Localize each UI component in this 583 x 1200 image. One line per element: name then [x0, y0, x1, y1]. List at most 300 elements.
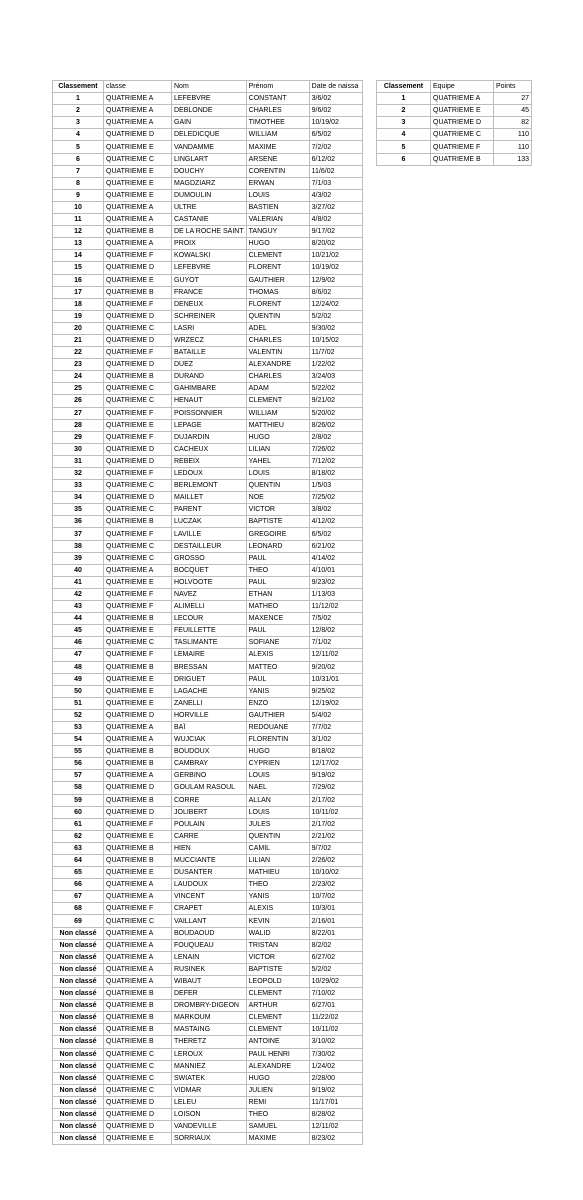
table-cell: PAUL HENRI	[246, 1048, 309, 1060]
table-row	[53, 334, 363, 346]
table-cell: 10/19/02	[309, 117, 362, 129]
table-cell: QUATRIEME B	[104, 286, 172, 298]
table-cell: QUATRIEME D	[104, 709, 172, 721]
table-row	[53, 806, 363, 818]
table-cell: CAMIL	[246, 842, 309, 854]
table-cell: 13	[53, 238, 104, 250]
table-cell: CAMBRAY	[172, 758, 247, 770]
table-cell: 5/20/02	[309, 407, 362, 419]
table-cell: QUATRIEME D	[104, 1096, 172, 1108]
table-cell: 29	[53, 431, 104, 443]
table-row	[53, 927, 363, 939]
table-cell: 9/6/02	[309, 105, 362, 117]
table-cell: CACHEUX	[172, 443, 247, 455]
table-cell: HUGO	[246, 746, 309, 758]
table-cell: ETHAN	[246, 588, 309, 600]
table-cell: LECOUR	[172, 613, 247, 625]
table-cell: 8	[53, 177, 104, 189]
table-cell: 12/17/02	[309, 758, 362, 770]
table-cell: PAUL	[246, 625, 309, 637]
team-ranking-table	[376, 80, 532, 166]
table-cell: 4/14/02	[309, 552, 362, 564]
table-cell: QUATRIEME C	[104, 322, 172, 334]
table-cell: MARKOUM	[172, 1012, 247, 1024]
table-row	[53, 951, 363, 963]
table-cell: LEONARD	[246, 540, 309, 552]
table-row	[53, 891, 363, 903]
table-cell: LAUDOUX	[172, 879, 247, 891]
table-cell: QUATRIEME E	[104, 673, 172, 685]
table-cell: QUATRIEME B	[104, 1012, 172, 1024]
table-cell: HUGO	[246, 238, 309, 250]
table-cell: LELEU	[172, 1096, 247, 1108]
table-row	[53, 770, 363, 782]
table-cell: 2	[53, 105, 104, 117]
table-cell: 60	[53, 806, 104, 818]
table-cell: KOWALSKI	[172, 250, 247, 262]
table-cell: HUGO	[246, 431, 309, 443]
table-row	[53, 516, 363, 528]
table-cell: THEO	[246, 564, 309, 576]
table-cell: VICTOR	[246, 504, 309, 516]
table-cell: 4/3/02	[309, 189, 362, 201]
table-cell: 3/8/02	[309, 504, 362, 516]
table-cell: 6/5/02	[309, 528, 362, 540]
table-cell: HUGO	[246, 1072, 309, 1084]
table-cell: 11/6/02	[309, 165, 362, 177]
table-row	[53, 661, 363, 673]
table-cell: 12	[53, 226, 104, 238]
table-cell: 7/12/02	[309, 455, 362, 467]
table-cell: TANGUY	[246, 226, 309, 238]
table-cell: 8/26/02	[309, 419, 362, 431]
table-cell: VALENTIN	[246, 347, 309, 359]
table-cell: 10/31/01	[309, 673, 362, 685]
table-row	[377, 117, 532, 129]
table-cell: QUATRIEME F	[104, 407, 172, 419]
table-cell: RUSINEK	[172, 963, 247, 975]
table-cell: ALEXIS	[246, 903, 309, 915]
table-cell: QUATRIEME C	[104, 1048, 172, 1060]
table-cell: MAXIME	[246, 141, 309, 153]
table-cell: 50	[53, 685, 104, 697]
table-cell: WIBAUT	[172, 975, 247, 987]
table-cell: 6/5/02	[309, 129, 362, 141]
table-cell: 4	[377, 129, 431, 141]
table-cell: QUATRIEME A	[104, 927, 172, 939]
table-cell: QUATRIEME E	[104, 274, 172, 286]
table-row	[53, 601, 363, 613]
table-cell: GUYOT	[172, 274, 247, 286]
table-cell: 12/8/02	[309, 625, 362, 637]
table-row	[53, 1133, 363, 1145]
table-row	[53, 721, 363, 733]
table-cell: Non classé	[53, 1036, 104, 1048]
table-cell: CRAPET	[172, 903, 247, 915]
table-row	[53, 141, 363, 153]
table-cell: GAUTHIER	[246, 274, 309, 286]
table-cell: PAUL	[246, 673, 309, 685]
table-row	[53, 818, 363, 830]
table-cell: 2/28/00	[309, 1072, 362, 1084]
table-row	[53, 613, 363, 625]
column-header: Nom	[172, 81, 247, 93]
table-cell: 10/19/02	[309, 262, 362, 274]
table-cell: 8/22/01	[309, 927, 362, 939]
column-header: Date de naissa	[309, 81, 362, 93]
table-cell: ARTHUR	[246, 1000, 309, 1012]
table-cell: LAVILLE	[172, 528, 247, 540]
table-cell: VICTOR	[246, 951, 309, 963]
table-cell: 53	[53, 721, 104, 733]
table-row	[53, 1000, 363, 1012]
table-cell: QUATRIEME A	[104, 238, 172, 250]
table-row	[53, 407, 363, 419]
table-cell: QUATRIEME F	[431, 141, 494, 153]
table-cell: LILIAN	[246, 855, 309, 867]
table-cell: KEVIN	[246, 915, 309, 927]
table-cell: 1	[53, 93, 104, 105]
table-cell: 110	[494, 141, 532, 153]
table-cell: QUATRIEME B	[104, 1024, 172, 1036]
table-cell: BATAILLE	[172, 347, 247, 359]
table-row	[53, 975, 363, 987]
table-cell: ENZO	[246, 697, 309, 709]
table-cell: 59	[53, 794, 104, 806]
table-cell: 8/20/02	[309, 238, 362, 250]
table-cell: ALEXANDRE	[246, 1060, 309, 1072]
table-cell: QUATRIEME C	[104, 504, 172, 516]
table-cell: QUATRIEME E	[104, 1133, 172, 1145]
table-cell: QUATRIEME A	[104, 105, 172, 117]
table-cell: 37	[53, 528, 104, 540]
table-cell: 7/29/02	[309, 782, 362, 794]
table-row	[377, 141, 532, 153]
table-cell: QUATRIEME B	[431, 153, 494, 165]
table-cell: SWIATEK	[172, 1072, 247, 1084]
table-row	[53, 455, 363, 467]
table-row	[53, 540, 363, 552]
table-cell: CLEMENT	[246, 1024, 309, 1036]
table-row	[53, 963, 363, 975]
table-cell: QUATRIEME E	[104, 685, 172, 697]
table-cell: MANNIEZ	[172, 1060, 247, 1072]
table-row	[53, 286, 363, 298]
table-cell: 9/30/02	[309, 322, 362, 334]
table-cell: QUATRIEME B	[104, 758, 172, 770]
table-cell: HOLVOOTE	[172, 576, 247, 588]
table-row	[53, 782, 363, 794]
table-cell: CORRE	[172, 794, 247, 806]
table-cell: SORRIAUX	[172, 1133, 247, 1145]
table-cell: LEFEBVRE	[172, 262, 247, 274]
table-cell: 10/21/02	[309, 250, 362, 262]
table-cell: 9/19/02	[309, 1084, 362, 1096]
table-cell: VANDAMME	[172, 141, 247, 153]
table-cell: 56	[53, 758, 104, 770]
table-cell: 30	[53, 443, 104, 455]
table-cell: 10/10/02	[309, 867, 362, 879]
table-cell: QUATRIEME B	[104, 613, 172, 625]
table-cell: FLORENT	[246, 262, 309, 274]
table-cell: 5	[377, 141, 431, 153]
table-cell: Non classé	[53, 963, 104, 975]
table-row	[53, 794, 363, 806]
table-cell: 47	[53, 649, 104, 661]
table-cell: 12/9/02	[309, 274, 362, 286]
table-cell: BAÏ	[172, 721, 247, 733]
table-cell: 17	[53, 286, 104, 298]
table-cell: 7/26/02	[309, 443, 362, 455]
table-cell: 1	[377, 93, 431, 105]
table-row	[53, 867, 363, 879]
table-cell: PROIX	[172, 238, 247, 250]
table-cell: NOE	[246, 492, 309, 504]
table-cell: DESTAILLEUR	[172, 540, 247, 552]
table-cell: 21	[53, 334, 104, 346]
table-cell: BRESSAN	[172, 661, 247, 673]
table-cell: LASRI	[172, 322, 247, 334]
table-row	[53, 93, 363, 105]
table-cell: 7/30/02	[309, 1048, 362, 1060]
table-cell: 8/18/02	[309, 468, 362, 480]
table-cell: QUATRIEME D	[104, 262, 172, 274]
table-cell: 8/28/02	[309, 1108, 362, 1120]
table-cell: QUATRIEME F	[104, 588, 172, 600]
table-cell: 34	[53, 492, 104, 504]
table-row	[53, 649, 363, 661]
table-cell: Non classé	[53, 1096, 104, 1108]
table-cell: QUATRIEME E	[431, 105, 494, 117]
table-cell: DURAND	[172, 371, 247, 383]
table-cell: Non classé	[53, 1060, 104, 1072]
table-cell: BAPTISTE	[246, 963, 309, 975]
table-cell: 61	[53, 818, 104, 830]
table-cell: QUENTIN	[246, 830, 309, 842]
table-cell: 6/12/02	[309, 153, 362, 165]
table-cell: CHARLES	[246, 371, 309, 383]
table-row	[53, 939, 363, 951]
table-cell: QUATRIEME D	[104, 310, 172, 322]
table-cell: Non classé	[53, 1000, 104, 1012]
table-cell: MATTHIEU	[246, 419, 309, 431]
table-cell: 1/5/03	[309, 480, 362, 492]
table-cell: GROSSO	[172, 552, 247, 564]
table-cell: 66	[53, 879, 104, 891]
table-cell: 2	[377, 105, 431, 117]
table-cell: MAILLET	[172, 492, 247, 504]
table-row	[53, 383, 363, 395]
table-cell: 9/20/02	[309, 661, 362, 673]
table-cell: QUATRIEME E	[104, 830, 172, 842]
table-cell: DELEDICQUE	[172, 129, 247, 141]
table-cell: GREGOIRE	[246, 528, 309, 540]
table-cell: ALIMELLI	[172, 601, 247, 613]
table-cell: QUATRIEME B	[104, 855, 172, 867]
table-cell: MUCCIANTE	[172, 855, 247, 867]
table-cell: QUATRIEME E	[104, 177, 172, 189]
table-cell: DEFER	[172, 988, 247, 1000]
table-row	[53, 1084, 363, 1096]
table-cell: 12/19/02	[309, 697, 362, 709]
table-cell: 2/17/02	[309, 818, 362, 830]
table-cell: HIEN	[172, 842, 247, 854]
table-cell: 3	[377, 117, 431, 129]
table-cell: 57	[53, 770, 104, 782]
table-cell: LEROUX	[172, 1048, 247, 1060]
table-cell: Non classé	[53, 939, 104, 951]
table-cell: 24	[53, 371, 104, 383]
table-cell: 33	[53, 480, 104, 492]
table-cell: QUATRIEME A	[104, 734, 172, 746]
table-cell: QUATRIEME A	[431, 93, 494, 105]
table-cell: QUATRIEME B	[104, 226, 172, 238]
table-cell: 2/21/02	[309, 830, 362, 842]
table-cell: 3	[53, 117, 104, 129]
table-cell: QUATRIEME C	[104, 540, 172, 552]
table-cell: 65	[53, 867, 104, 879]
table-cell: 10/7/02	[309, 891, 362, 903]
table-cell: QUATRIEME B	[104, 1000, 172, 1012]
table-cell: 48	[53, 661, 104, 673]
table-cell: BOCQUET	[172, 564, 247, 576]
table-cell: 26	[53, 395, 104, 407]
table-cell: GAHIMBARE	[172, 383, 247, 395]
table-cell: VAILLANT	[172, 915, 247, 927]
table-row	[53, 153, 363, 165]
column-header: Prénom	[246, 81, 309, 93]
table-cell: 2/16/01	[309, 915, 362, 927]
table-cell: LAGACHE	[172, 685, 247, 697]
table-cell: QUATRIEME F	[104, 250, 172, 262]
table-cell: ZANELLI	[172, 697, 247, 709]
table-cell: QUATRIEME F	[104, 601, 172, 613]
table-cell: JULIEN	[246, 1084, 309, 1096]
table-cell: MASTAING	[172, 1024, 247, 1036]
column-header: Classement	[377, 81, 431, 93]
table-cell: CONSTANT	[246, 93, 309, 105]
table-cell: 28	[53, 419, 104, 431]
table-cell: GOULAM RASOUL	[172, 782, 247, 794]
table-cell: 25	[53, 383, 104, 395]
table-cell: QUATRIEME F	[104, 528, 172, 540]
table-cell: LOUIS	[246, 189, 309, 201]
table-row	[53, 468, 363, 480]
table-row	[53, 1036, 363, 1048]
table-cell: QUATRIEME C	[104, 1084, 172, 1096]
table-cell: 10/15/02	[309, 334, 362, 346]
table-row	[53, 238, 363, 250]
table-cell: WRZECZ	[172, 334, 247, 346]
table-cell: LENAIN	[172, 951, 247, 963]
table-cell: QUATRIEME B	[104, 988, 172, 1000]
table-row	[53, 855, 363, 867]
table-cell: ERWAN	[246, 177, 309, 189]
table-row	[53, 1108, 363, 1120]
table-cell: DRIGUET	[172, 673, 247, 685]
table-cell: 4/8/02	[309, 214, 362, 226]
table-cell: 63	[53, 842, 104, 854]
table-cell: 5/2/02	[309, 963, 362, 975]
table-cell: 10/29/02	[309, 975, 362, 987]
table-row	[53, 1012, 363, 1024]
table-cell: CHARLES	[246, 334, 309, 346]
table-cell: CLEMENT	[246, 1012, 309, 1024]
table-cell: 18	[53, 298, 104, 310]
table-cell: ALEXANDRE	[246, 359, 309, 371]
table-cell: FEUILLETTE	[172, 625, 247, 637]
table-cell: 40	[53, 564, 104, 576]
table-cell: 67	[53, 891, 104, 903]
table-row	[53, 576, 363, 588]
table-cell: QUATRIEME A	[104, 975, 172, 987]
table-cell: ANTOINE	[246, 1036, 309, 1048]
table-cell: 3/6/02	[309, 93, 362, 105]
table-row	[53, 371, 363, 383]
table-cell: 41	[53, 576, 104, 588]
table-cell: QUATRIEME D	[104, 782, 172, 794]
table-cell: REBEIX	[172, 455, 247, 467]
table-cell: QUATRIEME D	[104, 806, 172, 818]
table-cell: PAUL	[246, 552, 309, 564]
table-cell: QUATRIEME C	[104, 1060, 172, 1072]
table-row	[53, 673, 363, 685]
table-cell: QUATRIEME F	[104, 347, 172, 359]
table-cell: DEBLONDE	[172, 105, 247, 117]
table-cell: DE LA ROCHE SAINT	[172, 226, 247, 238]
table-cell: 6/21/02	[309, 540, 362, 552]
table-row	[53, 1024, 363, 1036]
table-cell: SAMUEL	[246, 1121, 309, 1133]
table-cell: POISSONNIER	[172, 407, 247, 419]
table-cell: LOISON	[172, 1108, 247, 1120]
table-cell: FLORENT	[246, 298, 309, 310]
table-row	[53, 250, 363, 262]
table-cell: 10/3/01	[309, 903, 362, 915]
table-cell: 9/19/02	[309, 770, 362, 782]
table-cell: GAUTHIER	[246, 709, 309, 721]
table-row	[53, 492, 363, 504]
table-row	[53, 528, 363, 540]
table-cell: QUATRIEME D	[104, 1108, 172, 1120]
table-cell: QUATRIEME E	[104, 419, 172, 431]
table-cell: GERBINO	[172, 770, 247, 782]
table-cell: ULTRE	[172, 201, 247, 213]
table-cell: LEPAGE	[172, 419, 247, 431]
table-cell: 55	[53, 746, 104, 758]
table-cell: TIMOTHEE	[246, 117, 309, 129]
table-row	[53, 177, 363, 189]
table-row	[53, 637, 363, 649]
table-cell: QUATRIEME C	[104, 153, 172, 165]
table-row	[53, 443, 363, 455]
table-cell: 11/17/01	[309, 1096, 362, 1108]
table-row	[377, 153, 532, 165]
table-cell: 31	[53, 455, 104, 467]
table-cell: DUEZ	[172, 359, 247, 371]
table-cell: QUATRIEME F	[104, 468, 172, 480]
table-cell: DUSANTER	[172, 867, 247, 879]
table-cell: 69	[53, 915, 104, 927]
table-row	[53, 1121, 363, 1133]
table-cell: QUATRIEME A	[104, 117, 172, 129]
table-cell: 5	[53, 141, 104, 153]
table-cell: 3/10/02	[309, 1036, 362, 1048]
table-cell: 9/21/02	[309, 395, 362, 407]
table-cell: 9/25/02	[309, 685, 362, 697]
table-cell: QUATRIEME E	[104, 625, 172, 637]
table-cell: DUMOULIN	[172, 189, 247, 201]
